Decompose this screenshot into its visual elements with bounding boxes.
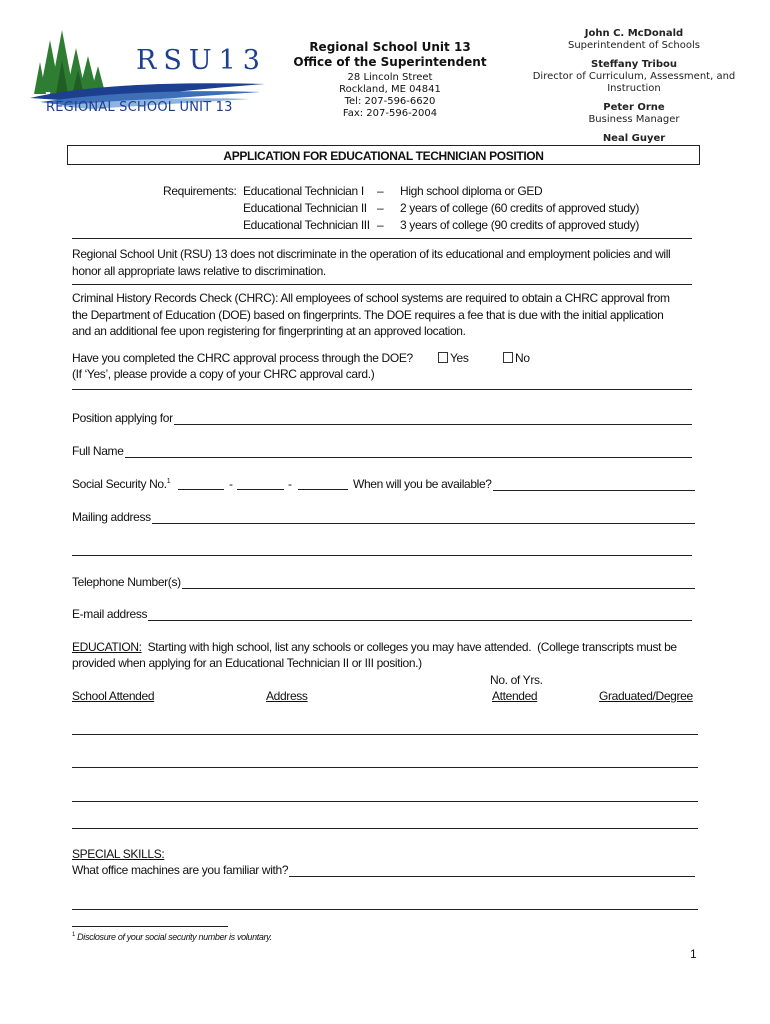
mailing-address-label: Mailing address — [72, 510, 151, 524]
years-column-header: Attended — [492, 689, 538, 703]
office-city: Rockland, ME 04841 — [339, 84, 441, 95]
form-title: APPLICATION FOR EDUCATIONAL TECHNICIAN POSITION — [223, 149, 544, 163]
email-field[interactable] — [72, 607, 692, 621]
logo-subtitle: REGIONAL SCHOOL UNIT 13 — [46, 100, 233, 115]
office-tel: Tel: 207-596-6620 — [344, 96, 436, 107]
office-fax: Fax: 207-596-2004 — [342, 108, 438, 119]
telephone-label: Telephone Number(s) — [72, 575, 181, 589]
education-row-line[interactable] — [72, 734, 698, 735]
full-name-field[interactable] — [72, 444, 692, 458]
availability-field[interactable] — [353, 477, 695, 491]
education-heading: EDUCATION: — [72, 640, 142, 654]
yes-checkbox[interactable] — [438, 352, 448, 363]
education-text: provided when applying for an Educational Technician II or III position.) — [72, 656, 422, 670]
ssn-dash: - — [229, 477, 233, 491]
full-name-input-line[interactable] — [125, 446, 692, 458]
position-field[interactable] — [72, 411, 692, 425]
staff-list — [520, 28, 748, 145]
office-machines-label: What office machines are you familiar with? — [72, 863, 289, 877]
special-skills-heading: SPECIAL SKILLS: — [72, 847, 165, 861]
mailing-address-field[interactable] — [72, 510, 695, 524]
staff-role: Business Manager — [588, 114, 680, 125]
req-dash: – — [377, 184, 384, 198]
telephone-input-line[interactable] — [182, 577, 695, 589]
req-dash: – — [377, 201, 384, 215]
chrc-question: Have you completed the CHRC approval process through the DOE? — [72, 351, 413, 365]
years-header-top: No. of Yrs. — [490, 673, 543, 687]
availability-input-line[interactable] — [493, 479, 695, 491]
req-level: Educational Technician II — [243, 201, 367, 215]
email-label: E-mail address — [72, 607, 148, 621]
logo-wordmark: RSU13 — [136, 45, 267, 76]
req-level: Educational Technician III — [243, 218, 370, 232]
chrc-text: and an additional fee upon registering for fingerprinting at an approved location. — [72, 324, 466, 338]
availability-label: When will you be available? — [353, 477, 492, 491]
ssn-dash: - — [288, 477, 292, 491]
footnote-separator — [72, 926, 228, 927]
no-label: No — [515, 351, 530, 365]
divider — [72, 238, 692, 239]
staff-role: Director of Curriculum, Assessment, and — [532, 71, 736, 82]
education-row-line[interactable] — [72, 767, 698, 768]
yes-label: Yes — [450, 351, 469, 365]
office-header — [285, 40, 495, 120]
school-column-header: School Attended — [72, 689, 155, 703]
ssn-part-2[interactable] — [237, 489, 284, 490]
office-machines-input-line[interactable] — [289, 865, 695, 877]
req-detail: 3 years of college (90 credits of approved study) — [400, 218, 639, 232]
ssn-label — [72, 477, 170, 491]
address-column-header: Address — [266, 689, 308, 703]
office-machines-field[interactable] — [72, 863, 695, 877]
req-level: Educational Technician I — [243, 184, 364, 198]
position-input-line[interactable] — [174, 413, 692, 425]
graduated-column-header: Graduated/Degree — [599, 689, 693, 703]
education-text: Starting with high school, list any schools or colleges you may have attended. (College transcripts must be — [141, 640, 677, 654]
mailing-address-input-line[interactable] — [152, 512, 695, 524]
page-number: 1 — [690, 947, 697, 961]
staff-name: Peter Orne — [603, 102, 665, 113]
chrc-text: the Department of Education (DOE) based on fingerprints. The DOE requires a fee that is due with the initial application — [72, 308, 664, 322]
requirements-label: Requirements: — [163, 184, 237, 198]
office-title: Office of the Superintendent — [293, 55, 487, 69]
office-machines-line-2[interactable] — [72, 909, 698, 910]
telephone-field[interactable] — [72, 575, 695, 589]
education-intro — [72, 640, 677, 654]
chrc-text: Criminal History Records Check (CHRC): All employees of school systems are required to obtain a CHRC approval from — [72, 291, 670, 305]
email-input-line[interactable] — [148, 609, 692, 621]
req-detail: High school diploma or GED — [400, 184, 543, 198]
chrc-note: (If ‘Yes’, please provide a copy of your CHRC approval card.) — [72, 367, 375, 381]
education-row-line[interactable] — [72, 801, 698, 802]
education-row-line[interactable] — [72, 828, 698, 829]
divider — [72, 389, 692, 390]
footnote — [72, 932, 272, 942]
staff-role: Instruction — [607, 83, 661, 94]
staff-name: Steffany Tribou — [591, 59, 677, 70]
ssn-part-1[interactable] — [178, 489, 224, 490]
nondiscrimination-text: Regional School Unit (RSU) 13 does not discriminate in the operation of its educational and employment policies and will — [72, 247, 671, 261]
divider — [72, 284, 692, 285]
position-label: Position applying for — [72, 411, 173, 425]
mailing-address-line-2[interactable] — [72, 555, 692, 556]
nondiscrimination-text: honor all appropriate laws relative to discrimination. — [72, 264, 326, 278]
ssn-label-text: Social Security No. — [72, 477, 167, 491]
ssn-part-3[interactable] — [298, 489, 348, 490]
footnote-text: Disclosure of your social security number is voluntary. — [77, 932, 272, 942]
staff-name: John C. McDonald — [584, 28, 684, 39]
office-street: 28 Lincoln Street — [347, 72, 433, 83]
staff-name: Neal Guyer — [602, 133, 666, 144]
footnote-mark: 1 — [72, 932, 75, 938]
no-checkbox[interactable] — [503, 352, 513, 363]
staff-role: Superintendent of Schools — [568, 40, 700, 51]
req-detail: 2 years of college (60 credits of approved study) — [400, 201, 639, 215]
footnote-ref: 1 — [166, 478, 171, 485]
req-dash: – — [377, 218, 384, 232]
org-name: Regional School Unit 13 — [309, 40, 471, 54]
full-name-label: Full Name — [72, 444, 124, 458]
